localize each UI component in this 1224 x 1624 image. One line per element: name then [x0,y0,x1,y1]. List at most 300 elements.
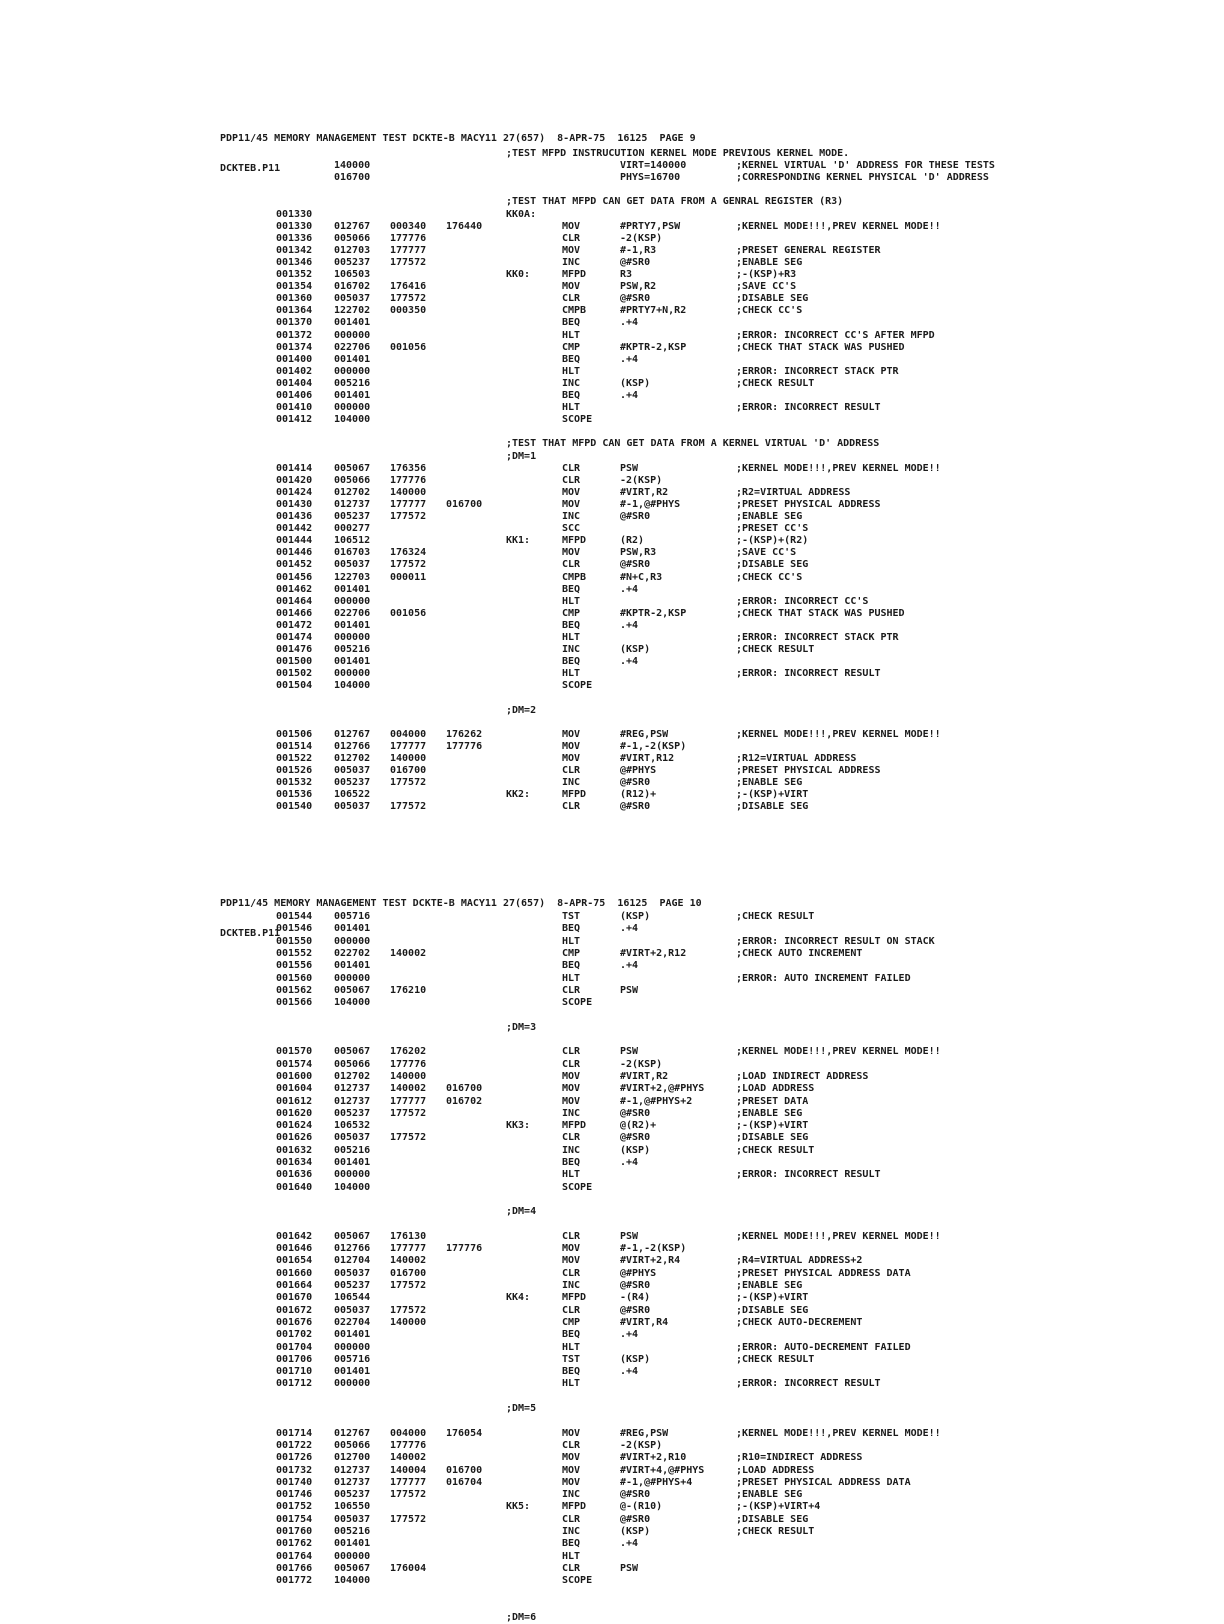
octal-word-2: 177776 [390,1439,427,1451]
octal-word-1: 001401 [334,353,371,365]
operand: #VIRT+2,R10 [620,1452,687,1464]
comment: ;ENABLE SEG [736,1280,803,1291]
listing-line [0,1009,1224,1021]
listing-line [0,717,1224,729]
listing-line [0,160,1224,172]
location-address: 001452 [276,559,313,571]
listing-line [0,1145,1224,1157]
octal-word-1: 005037 [334,293,371,305]
listing-line [0,1391,1224,1403]
listing-line [0,559,1224,571]
octal-word-1: 001401 [334,656,371,668]
operand: (KSP) [620,377,651,389]
location-address: 001364 [276,305,313,317]
octal-word-3: 016700 [446,1083,483,1095]
operand: #VIRT+4,@#PHYS [620,1464,705,1476]
location-address: 001400 [276,353,313,365]
octal-word-1: 005067 [334,984,371,996]
statement-label: ;DM=2 [506,704,537,716]
location-address: 001414 [276,462,313,474]
opcode: INC [562,1489,581,1501]
operand: #VIRT,R2 [620,1070,669,1082]
opcode: BEQ [562,353,581,365]
location-address: 001762 [276,1538,313,1550]
octal-word-1: 016702 [334,281,371,293]
comment: ;ENABLE SEG [736,777,803,789]
opcode: CLR [562,801,581,813]
header-title-line: PDP11/45 MEMORY MANAGEMENT TEST DCKTE-B MACY11 27(657) 8-APR-75 16125 PAGE 9 [220,133,696,144]
listing-line [0,1489,1224,1501]
octal-word-1: 000000 [334,972,371,984]
location-address: 001354 [276,281,313,293]
operand: #-1,R3 [620,244,657,256]
opcode: CMPB [562,571,587,583]
octal-word-1: 012766 [334,740,371,752]
header-file-line: DCKTEB.P11 [220,163,281,174]
comment: ;ERROR: INCORRECT STACK PTR [736,365,899,377]
listing-line [0,342,1224,354]
listing-line [0,1231,1224,1243]
opcode: CLR [562,462,581,474]
opcode: MOV [562,1095,581,1107]
location-address: 001746 [276,1489,313,1501]
listing-line [0,402,1224,414]
listing-line [0,148,1224,160]
listing-line [0,1022,1224,1034]
octal-word-1: 104000 [334,1181,371,1193]
octal-word-3: 176440 [446,220,483,232]
operand: PSW [620,462,639,474]
listing-line [0,233,1224,245]
octal-word-1: 005237 [334,1280,371,1291]
octal-word-1: 012737 [334,1464,371,1476]
location-address: 001620 [276,1107,313,1119]
octal-word-1: 005237 [334,511,371,522]
location-address: 001726 [276,1452,313,1464]
listing-line [0,997,1224,1009]
operand: PSW [620,984,639,996]
listing-line [0,281,1224,293]
operand: #REG,PSW [620,728,669,740]
comment: ;KERNEL VIRTUAL 'D' ADDRESS FOR THESE TESTS [736,160,995,172]
opcode: CLR [562,293,581,305]
octal-word-1: 012737 [334,498,371,510]
listing-line [0,245,1224,257]
operand: #-1,@#PHYS [620,498,681,510]
comment: ;KERNEL MODE!!!,PREV KERNEL MODE!! [736,1230,941,1242]
operand: @#PHYS [620,1267,657,1279]
octal-word-1: 005067 [334,1046,371,1058]
octal-word-1: 012737 [334,1095,371,1107]
octal-word-1: 005066 [334,1058,371,1070]
location-address: 001714 [276,1427,313,1439]
listing-line [0,499,1224,511]
octal-word-2: 177572 [390,777,427,789]
listing-line [0,1206,1224,1218]
comment: ;PRESET PHYSICAL ADDRESS DATA [736,1267,911,1279]
operand: (KSP) [620,1526,651,1537]
comment: ;-(KSP)+R3 [736,269,797,280]
comment: ;CHECK AUTO INCREMENT [736,947,863,959]
opcode: MOV [562,1476,581,1488]
octal-word-1: 005716 [334,911,371,922]
location-address: 001612 [276,1095,313,1107]
location-address: 001374 [276,341,313,353]
location-address: 001632 [276,1144,313,1156]
operand: @-(R10) [620,1501,663,1513]
location-address: 001500 [276,656,313,668]
listing-line [0,765,1224,777]
opcode: HLT [562,935,581,947]
location-address: 001544 [276,911,313,922]
listing-line [0,801,1224,813]
location-address: 001412 [276,414,313,426]
octal-word-2: 177572 [390,1132,427,1144]
opcode: SCOPE [562,997,593,1009]
listing-line [0,632,1224,644]
octal-word-1: 012700 [334,1452,371,1464]
listing-line [0,1046,1224,1058]
octal-word-1: 005066 [334,1439,371,1451]
location-address: 001672 [276,1304,313,1316]
listing-line [0,608,1224,620]
octal-word-1: 012702 [334,1070,371,1082]
octal-word-2: 140000 [390,486,427,498]
opcode: CLR [562,1132,581,1144]
octal-word-2: 140004 [390,1464,427,1476]
listing-line [0,1575,1224,1587]
location-address: 001410 [276,402,313,414]
comment: ;KERNEL MODE!!!,PREV KERNEL MODE!! [736,462,941,474]
listing-line [0,1538,1224,1550]
location-address: 001406 [276,390,313,401]
octal-word-1: 001401 [334,390,371,401]
operand: @#SR0 [620,1107,651,1119]
location-address: 001766 [276,1562,313,1574]
octal-word-3: 177776 [446,740,483,752]
opcode: MFPD [562,789,587,801]
comment: ;CHECK RESULT [736,377,815,389]
octal-word-1: 005037 [334,1513,371,1525]
location-address: 001640 [276,1181,313,1193]
operand: PSW [620,1562,639,1574]
opcode: SCOPE [562,414,593,426]
statement-label: KK2: [506,789,531,801]
octal-word-1: 005716 [334,1353,371,1365]
octal-word-2: 177777 [390,1476,427,1488]
listing-line [0,366,1224,378]
octal-word-3: 016700 [446,498,483,510]
octal-word-2: 176202 [390,1046,427,1058]
opcode: HLT [562,1341,581,1353]
location-address: 001722 [276,1439,313,1451]
comment: ;R12=VIRTUAL ADDRESS [736,753,857,764]
listing-line [0,547,1224,559]
octal-word-2: 016700 [390,765,427,777]
octal-word-2: 176130 [390,1230,427,1242]
listing-line [0,693,1224,705]
location-address: 001336 [276,232,313,244]
operand: #VIRT+2,R4 [620,1255,681,1267]
octal-word-1: 005216 [334,644,371,656]
operand: #-1,-2(KSP) [620,740,687,752]
comment: ;CHECK THAT STACK WAS PUSHED [736,341,905,353]
opcode: CLR [562,1439,581,1451]
location-address: 001330 [276,220,313,232]
location-address: 001772 [276,1575,313,1587]
octal-word-1: 012702 [334,486,371,498]
octal-word-1: 000000 [334,1169,371,1181]
octal-word-1: 005237 [334,777,371,789]
operand: PHYS=16700 [620,172,681,184]
octal-word-1: 005237 [334,1107,371,1119]
octal-word-2: 176324 [390,547,427,559]
listing-line [0,1268,1224,1280]
operand: VIRT=140000 [620,160,687,172]
opcode: MFPD [562,269,587,280]
operand: -(R4) [620,1292,651,1304]
opcode: TST [562,1353,581,1365]
location-address: 001462 [276,583,313,595]
listing-line [0,414,1224,426]
comment: ;CHECK RESULT [736,1144,815,1156]
location-address: 001402 [276,365,313,377]
opcode: INC [562,1280,581,1291]
location-address: 001646 [276,1243,313,1255]
opcode: CMPB [562,305,587,317]
opcode: BEQ [562,1366,581,1378]
statement-label: ;DM=6 [506,1612,537,1624]
location-address: 001702 [276,1329,313,1341]
octal-word-2: 177572 [390,293,427,305]
opcode: SCC [562,523,581,535]
location-address: 001704 [276,1341,313,1353]
location-address: 001634 [276,1157,313,1168]
listing-line [0,644,1224,656]
comment: ;ENABLE SEG [736,256,803,268]
listing-line [0,1612,1224,1624]
comment: ;CHECK RESULT [736,1353,815,1365]
octal-word-1: 104000 [334,414,371,426]
listing-line [0,1305,1224,1317]
octal-word-2: 177776 [390,232,427,244]
comment: ;KERNEL MODE!!!,PREV KERNEL MODE!! [736,1046,941,1058]
comment: ;DISABLE SEG [736,801,809,813]
listing-line [0,1342,1224,1354]
comment: ;DISABLE SEG [736,1132,809,1144]
comment: ;LOAD INDIRECT ADDRESS [736,1070,869,1082]
octal-word-1: 000000 [334,1378,371,1390]
operand: .+4 [620,923,639,935]
comment: ;ERROR: INCORRECT RESULT [736,1169,881,1181]
octal-word-2: 177572 [390,559,427,571]
statement-label: KK4: [506,1292,531,1304]
comment: ;ERROR: INCORRECT RESULT [736,1378,881,1390]
listing-line [0,305,1224,317]
opcode: MOV [562,281,581,293]
octal-word-3: 177776 [446,1243,483,1255]
location-address: 001526 [276,765,313,777]
operand: (KSP) [620,1353,651,1365]
comment: ;CHECK CC'S [736,305,803,317]
octal-word-2: 140000 [390,1316,427,1328]
comment: ;KERNEL MODE!!!,PREV KERNEL MODE!! [736,220,941,232]
octal-word-2: 000350 [390,305,427,317]
octal-word-1: 012702 [334,753,371,764]
opcode: MOV [562,244,581,256]
opcode: BEQ [562,390,581,401]
location-address: 001464 [276,595,313,607]
operand: -2(KSP) [620,1058,663,1070]
operand: #-1,-2(KSP) [620,1243,687,1255]
octal-word-1: 106512 [334,535,371,547]
comment: ;PRESET GENERAL REGISTER [736,244,881,256]
octal-word-1: 005216 [334,377,371,389]
octal-word-1: 001401 [334,317,371,329]
octal-word-1: 106532 [334,1120,371,1132]
octal-word-2: 000011 [390,571,427,583]
listing-line [0,1157,1224,1169]
location-address: 001446 [276,547,313,559]
listing-line [0,1428,1224,1440]
listing-line [0,390,1224,402]
listing-line [0,777,1224,789]
opcode: INC [562,1526,581,1537]
opcode: CLR [562,474,581,486]
listing-line [0,936,1224,948]
octal-word-1: 000000 [334,402,371,414]
octal-word-2: 176004 [390,1562,427,1574]
opcode: MFPD [562,1120,587,1132]
comment: ;LOAD ADDRESS [736,1464,815,1476]
opcode: INC [562,777,581,789]
opcode: BEQ [562,317,581,329]
location-address: 001514 [276,740,313,752]
octal-word-1: 001401 [334,923,371,935]
opcode: MOV [562,1243,581,1255]
header-title-line: PDP11/45 MEMORY MANAGEMENT TEST DCKTE-B MACY11 27(657) 8-APR-75 16125 PAGE 10 [220,898,702,909]
listing-line [0,1588,1224,1600]
listing-line [0,1551,1224,1563]
comment: ;CHECK RESULT [736,911,815,922]
location-address: 001456 [276,571,313,583]
comment: ;PRESET DATA [736,1095,809,1107]
comment: ;CORRESPONDING KERNEL PHYSICAL 'D' ADDRESS [736,172,989,184]
operand: #VIRT,R12 [620,753,675,764]
comment: ;ERROR: INCORRECT RESULT [736,668,881,680]
listing-line [0,584,1224,596]
statement-label: ;DM=1 [506,450,537,462]
octal-word-1: 005067 [334,462,371,474]
location-address: 001760 [276,1526,313,1537]
comment: ;-(KSP)+(R2) [736,535,809,547]
octal-word-1: 005067 [334,1562,371,1574]
octal-word-1: 012704 [334,1255,371,1267]
octal-word-2: 001056 [390,607,427,619]
octal-word-2: 177777 [390,740,427,752]
listing-line [0,985,1224,997]
location-address: 001676 [276,1316,313,1328]
octal-word-2: 140000 [390,753,427,764]
octal-word-3: 176054 [446,1427,483,1439]
location-address: 001346 [276,256,313,268]
opcode: BEQ [562,619,581,631]
listing-line [0,705,1224,717]
opcode: MOV [562,547,581,559]
operand: (KSP) [620,644,651,656]
listing-line [0,523,1224,535]
comment: ;PRESET CC'S [736,523,809,535]
location-address: 001574 [276,1058,313,1070]
location-address: 001600 [276,1070,313,1082]
comment: ;-(KSP)+VIRT [736,1120,809,1132]
octal-word-1: 012766 [334,1243,371,1255]
octal-word-1: 005037 [334,1132,371,1144]
listing-line [0,1034,1224,1046]
octal-word-3: 016704 [446,1476,483,1488]
location-address: 001552 [276,947,313,959]
location-address: 001546 [276,923,313,935]
operand: -2(KSP) [620,1439,663,1451]
opcode: BEQ [562,1329,581,1341]
octal-word-1: 012737 [334,1083,371,1095]
operand: @#SR0 [620,1513,651,1525]
opcode: BEQ [562,1538,581,1550]
location-address: 001330 [276,208,313,220]
listing-line [0,1403,1224,1415]
octal-word-2: 140002 [390,1255,427,1267]
opcode: CLR [562,1513,581,1525]
listing-line [0,487,1224,499]
location-address: 001506 [276,728,313,740]
opcode: BEQ [562,583,581,595]
comment-line: ;TEST THAT MFPD CAN GET DATA FROM A GENRAL REGISTER (R3) [506,196,844,208]
operand: .+4 [620,1538,639,1550]
comment-line: ;TEST THAT MFPD CAN GET DATA FROM A KERNEL VIRTUAL 'D' ADDRESS [506,438,880,450]
location-address: 001444 [276,535,313,547]
listing-line [0,1526,1224,1538]
comment: ;SAVE CC'S [736,281,797,293]
listing-line [0,257,1224,269]
octal-word-1: 022702 [334,947,371,959]
operand: @#SR0 [620,801,651,813]
opcode: INC [562,1144,581,1156]
octal-word-2: 177777 [390,1095,427,1107]
location-address: 001466 [276,607,313,619]
octal-word-1: 012703 [334,244,371,256]
opcode: HLT [562,329,581,341]
listing-line [0,172,1224,184]
listing-line [0,317,1224,329]
opcode: SCOPE [562,680,593,692]
opcode: BEQ [562,960,581,972]
octal-word-2: 176210 [390,984,427,996]
octal-word-1: 106544 [334,1292,371,1304]
octal-word-2: 016700 [390,1267,427,1279]
operand: @#SR0 [620,1304,651,1316]
comment: ;ENABLE SEG [736,511,803,522]
octal-word-3: 016700 [446,1464,483,1476]
octal-word-1: 005037 [334,801,371,813]
operand: #VIRT+2,@#PHYS [620,1083,705,1095]
listing-line [0,923,1224,935]
opcode: HLT [562,1550,581,1562]
operand: .+4 [620,317,639,329]
opcode: CLR [562,1058,581,1070]
location-address: 001642 [276,1230,313,1242]
opcode: MFPD [562,535,587,547]
octal-word-1: 005067 [334,1230,371,1242]
